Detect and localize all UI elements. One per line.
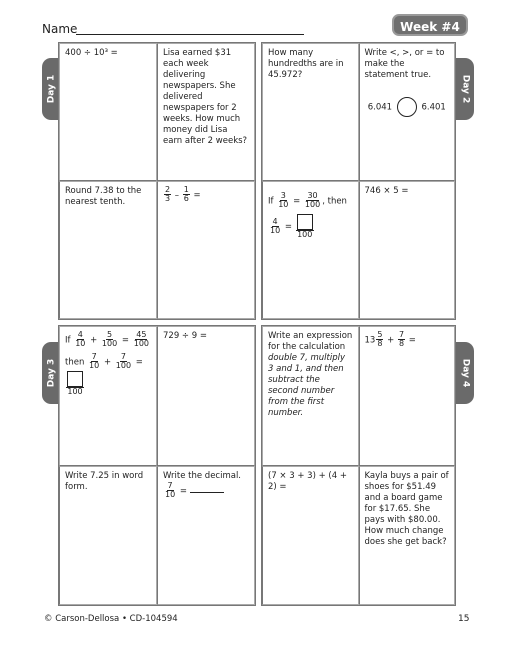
name-label: Name (42, 22, 78, 36)
fraction: $\frac{30}{100}$ (304, 191, 321, 210)
day3-q2: 729 ÷ 9 = (157, 326, 255, 466)
day4-q1: Write an expression for the calculation double 7, multiply 3 and 1, and then subtract the second number from the first number. (262, 326, 359, 466)
day2-tab (456, 58, 474, 120)
day1-q1: 400 ÷ 10³ = (59, 43, 157, 181)
fraction: $\frac{4}{10}$ (270, 216, 281, 235)
fraction: $\frac{7}{10}$ (89, 351, 100, 371)
week-badge: Week #4 (392, 14, 468, 36)
day1-tab-label: Day 1 (46, 74, 56, 104)
day3-q4: Write the decimal. $\frac{7}{10}$ = (157, 466, 255, 606)
fraction: $\frac{5}{8}$ (377, 330, 383, 349)
fraction: $\frac{2}{3}$ (165, 185, 171, 204)
day4-tab (456, 342, 474, 404)
day1-q2: Lisa earned $31 each week delivering newspapers. She delivered newspapers for 2 weeks. How much money did Lisa earn after 2 weeks? (157, 43, 255, 181)
answer-blank[interactable] (190, 492, 224, 493)
compare-right: 6.401 (421, 102, 446, 113)
day4-grid (261, 325, 456, 606)
copyright: © Carson-Dellosa • CD-104594 (44, 614, 178, 624)
fraction: $\frac{45}{100}$ (133, 330, 150, 349)
day4-q4: Kayla buys a pair of shoes for $51.49 and a board game for $17.65. She pays with $80.00. How much change does she get back? (359, 466, 456, 606)
day3-tab-label: Day 3 (46, 358, 56, 388)
answer-box[interactable] (297, 214, 313, 230)
day3-q1: If $\frac{4}{10}$ + $\frac{5}{100}$ = $\frac{45}{100}$ then $\frac{7}{10}$ + $\frac{7}{100}$ = 100 (59, 326, 157, 466)
compare-circle[interactable] (397, 97, 417, 117)
day1-grid (58, 42, 256, 320)
compare-left: 6.041 (367, 102, 393, 113)
day2-q2 (359, 43, 456, 181)
day4-tab-label: Day 4 (460, 358, 470, 388)
day4-q2: 13 $\frac{5}{8}$ + $\frac{7}{8}$ = (359, 326, 456, 466)
day2-grid (261, 42, 456, 320)
page-number: 15 (458, 614, 470, 624)
answer-box[interactable] (67, 371, 83, 387)
day2-q2-text: Write <, >, or = to make the statement true. (364, 48, 445, 81)
day1-q4: $\frac{2}{3}$ – $\frac{1}{6}$ = (157, 181, 255, 319)
day3-q3: Write 7.25 in word form. (59, 466, 157, 606)
fraction: $\frac{3}{10}$ (278, 191, 289, 210)
day2-q3: If $\frac{3}{10}$ = $\frac{30}{100}$ , then $\frac{4}{10}$ = 100 (262, 181, 359, 319)
fraction: $\frac{4}{10}$ (75, 330, 86, 349)
fraction-answer: 100 (296, 214, 314, 239)
day3-grid (58, 325, 256, 606)
day2-q1: How many hundredths are in 45.972? (262, 43, 359, 181)
name-line[interactable] (76, 34, 304, 35)
fraction: $\frac{1}{6}$ (183, 185, 189, 204)
day4-q3: (7 × 3 + 3) + (4 + 2) = (262, 466, 359, 606)
day2-tab-label: Day 2 (460, 74, 470, 104)
fraction: $\frac{7}{100}$ (115, 351, 132, 371)
fraction: $\frac{7}{10}$ (165, 480, 176, 499)
day1-q3: Round 7.38 to the nearest tenth. (59, 181, 157, 319)
fraction: $\frac{5}{100}$ (101, 330, 118, 349)
fraction: $\frac{7}{8}$ (398, 330, 405, 349)
fraction-answer: 100 (66, 371, 84, 396)
day2-q4: 746 × 5 = (359, 181, 456, 319)
compare-row (365, 97, 450, 117)
